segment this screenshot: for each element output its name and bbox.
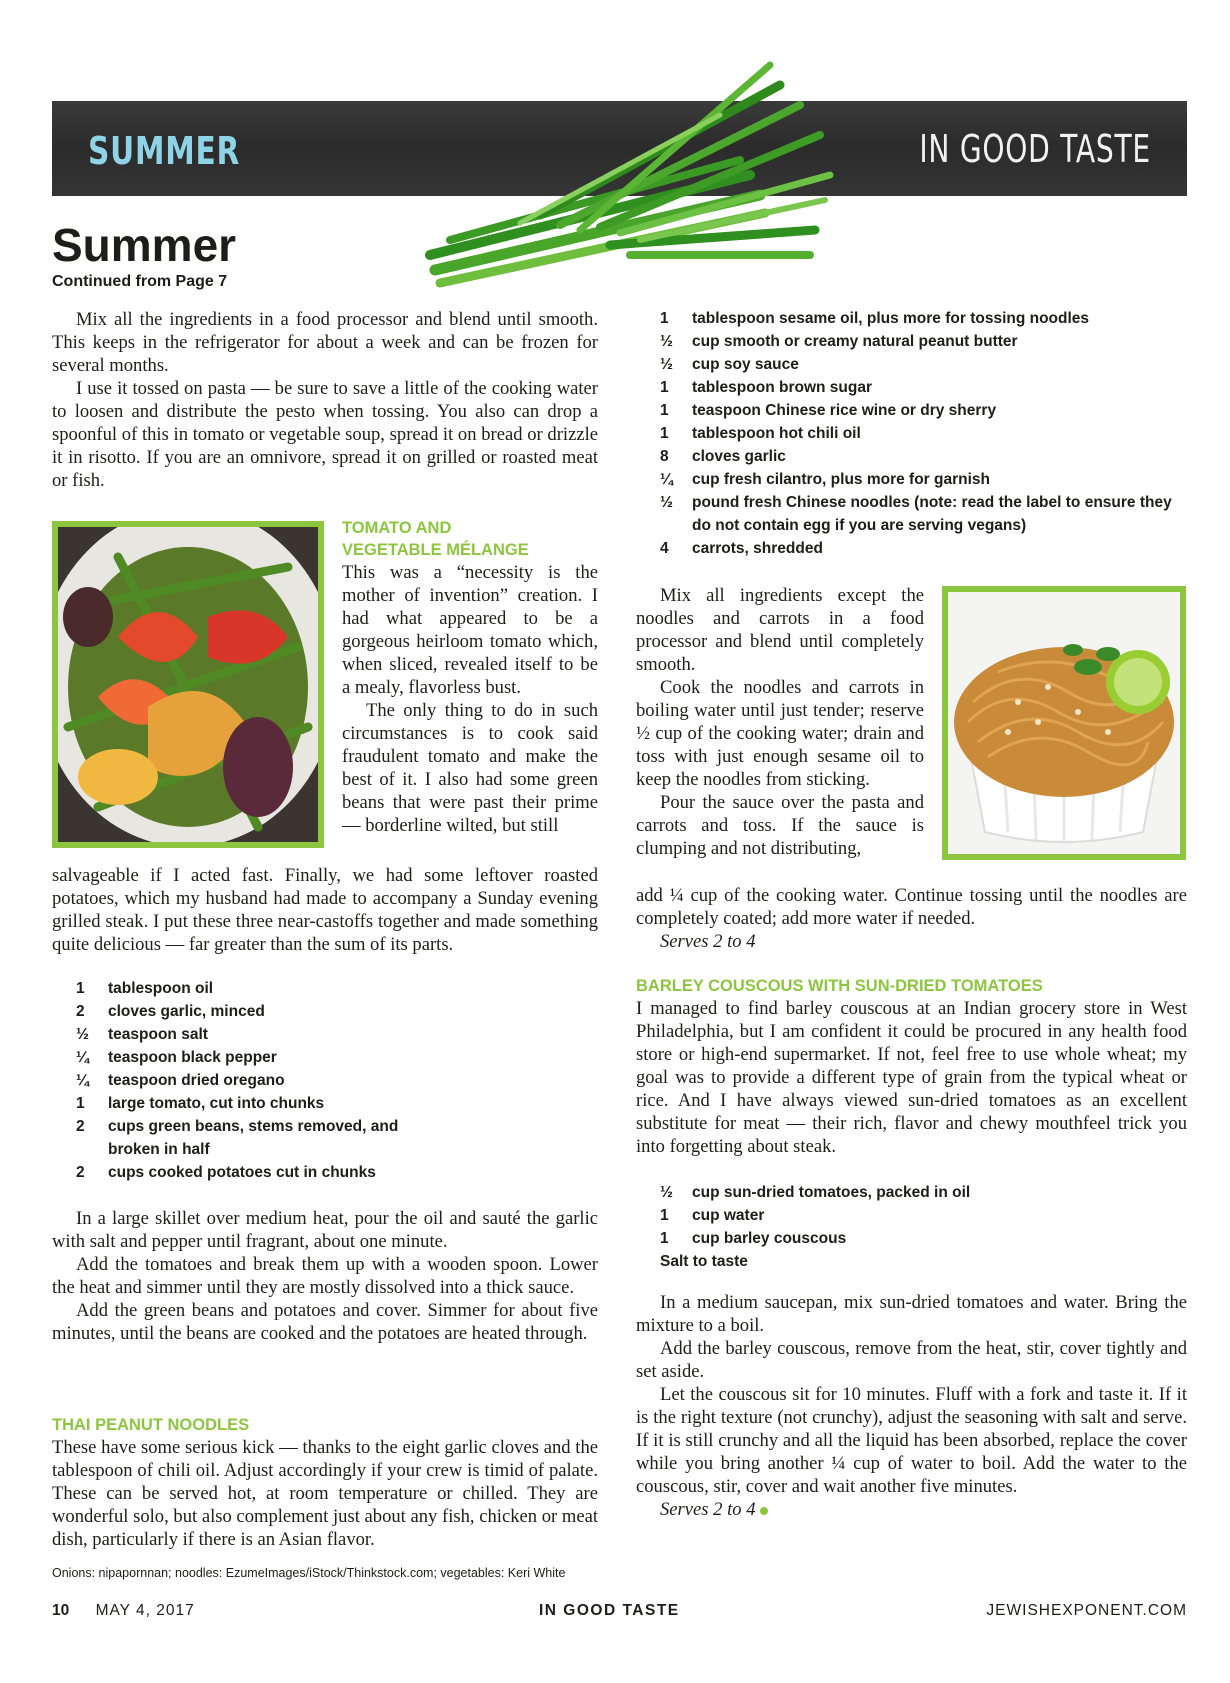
page-footer <box>52 1602 1187 1620</box>
tomato-ingredient-list <box>76 977 416 1184</box>
ingredient-item <box>76 1023 416 1046</box>
tomato-paragraph-2: The only thing to do in such circumstances is to cook said fraudulent tomato and make the best of it. I also had some green beans that were past their prime — borderline wilted, but still <box>342 700 598 836</box>
vegetable-photo <box>52 521 324 848</box>
ingredient-item <box>660 307 1187 330</box>
ingredient-qty: ½ <box>660 1184 673 1201</box>
barley-paragraph-1: I managed to find barley couscous at an Indian grocery store in West Philadelphia, but I am confident it could be procured in any health food store or high-end supermarket. If not, feel free to use whole wheat; my goal was to provide a different type of grain from the typical wheat or rice. And I have always viewed sun-dried tomatoes as an excellent substitute for meat — their rich, flavor and chewy mouthfeel trick you into forgetting about steak. <box>636 998 1187 1157</box>
ingredient-qty: ½ <box>76 1026 89 1043</box>
ingredient-qty: 1 <box>660 1207 669 1224</box>
ingredient-item <box>660 330 1187 353</box>
ingredient-qty: 1 <box>660 402 669 419</box>
ingredient-qty: 1 <box>660 425 669 442</box>
ingredient-item <box>660 376 1187 399</box>
barley-step-3: Let the couscous sit for 10 minutes. Fluff with a fork and taste it. If it is the right texture (not crunchy), adjust the seasoning with salt and serve. If it is still crunchy and all the liquid has been absorbed, replace the cover while you bring another ¼ cup of water to boil. Add the water to the couscous, stir, cover and wait another five minutes. <box>636 1384 1187 1497</box>
barley-steps <box>636 1291 1187 1521</box>
ingredient-item <box>76 1092 416 1115</box>
thai-ingredient-list <box>660 307 1187 560</box>
website-link[interactable]: JEWISHEXPONENT.COM <box>986 1602 1187 1619</box>
ingredient-item <box>76 1115 416 1161</box>
ingredient-text: teaspoon salt <box>108 1026 208 1043</box>
thai-step-3-continued: add ¼ cup of the cooking water. Continue tossing until the noodles are completely coated; add more water if needed. <box>636 885 1187 929</box>
ingredient-item <box>660 445 1187 468</box>
ingredient-text: pound fresh Chinese noodles (note: read the label to ensure they do not contain egg if you are serving vegans) <box>692 494 1172 534</box>
ingredient-text: cup barley couscous <box>692 1230 847 1247</box>
tomato-paragraph-1: This was a “necessity is the mother of invention” creation. I had what appeared to be a gorgeous heirloom tomato which, when sliced, revealed itself to be a mealy, flavorless bust. <box>342 562 598 698</box>
noodle-photo <box>942 586 1186 860</box>
ingredient-text: tablespoon oil <box>108 980 214 997</box>
section-name: IN GOOD TASTE <box>539 1602 680 1619</box>
ingredient-item <box>76 1069 416 1092</box>
tomato-step-1: In a large skillet over medium heat, pour the oil and sauté the garlic with salt and pepper until fragrant, about one minute. <box>52 1208 598 1252</box>
ingredient-item <box>660 1250 1080 1273</box>
thai-serves: Serves 2 to 4 <box>660 931 756 952</box>
ingredient-salt: Salt to taste <box>660 1253 748 1270</box>
ingredient-qty: 2 <box>76 1118 85 1135</box>
thai-step-3: Pour the sauce over the pasta and carrots and toss. If the sauce is clumping and not distributing, <box>636 792 924 859</box>
ingredient-qty: 1 <box>76 980 85 997</box>
banner-right-title: IN GOOD TASTE <box>919 127 1151 171</box>
ingredient-qty: 1 <box>660 379 669 396</box>
ingredient-item <box>76 1046 416 1069</box>
tomato-continued <box>52 864 598 956</box>
left-column <box>52 308 598 492</box>
ingredient-item <box>660 1204 1080 1227</box>
tomato-paragraph-2-continued: salvageable if I acted fast. Finally, we had some leftover roasted potatoes, which my husband had made to accompany a Sunday evening grilled steak. I put these three near-castoffs together and made something quite delicious — far greater than the sum of its parts. <box>52 865 598 955</box>
barley-heading: BARLEY COUSCOUS WITH SUN-DRIED TOMATOES <box>636 977 1043 995</box>
barley-step-1: In a medium saucepan, mix sun-dried tomatoes and water. Bring the mixture to a boil. <box>636 1292 1187 1336</box>
ingredient-qty: 1 <box>660 1230 669 1247</box>
photo-credit: Onions: nipapornnan; noodles: EzumeImages/iStock/Thinkstock.com; vegetables: Keri White <box>52 1566 566 1580</box>
ingredient-text: tablespoon sesame oil, plus more for tossing noodles <box>692 310 1090 327</box>
ingredient-item <box>660 1181 1080 1204</box>
ingredient-text: tablespoon hot chili oil <box>692 425 861 442</box>
ingredient-item <box>660 422 1187 445</box>
ingredient-text: teaspoon black pepper <box>108 1049 277 1066</box>
barley-intro <box>636 975 1187 1158</box>
page-number: 10 <box>52 1602 70 1619</box>
tomato-heading-1: TOMATO AND <box>342 519 452 537</box>
ingredient-qty: 1 <box>660 310 669 327</box>
ingredient-text: cup soy sauce <box>692 356 799 373</box>
ingredient-item <box>660 468 1187 491</box>
thai-intro <box>52 1414 598 1551</box>
ingredient-text: cup fresh cilantro, plus more for garnish <box>692 471 990 488</box>
ingredient-qty: ½ <box>660 356 673 373</box>
thai-step-2: Cook the noodles and carrots in boiling water until just tender; reserve ½ cup of the cooking water; drain and toss with just enough sesame oil to keep the noodles from sticking. <box>636 677 924 790</box>
ingredient-text: large tomato, cut into chunks <box>108 1095 325 1112</box>
tomato-heading-2: VEGETABLE MÉLANGE <box>342 541 529 559</box>
ingredient-text: cups green beans, stems removed, and broken in half <box>108 1118 399 1158</box>
ingredient-text: teaspoon Chinese rice wine or dry sherry <box>692 402 997 419</box>
ingredient-text: cloves garlic, minced <box>108 1003 265 1020</box>
banner-left-title: SUMMER <box>88 129 241 173</box>
ingredient-text: tablespoon brown sugar <box>692 379 872 396</box>
ingredient-text: cups cooked potatoes cut in chunks <box>108 1164 376 1181</box>
ingredient-item <box>660 399 1187 422</box>
tomato-step-2: Add the tomatoes and break them up with a wooden spoon. Lower the heat and simmer until they are mostly dissolved into a thick sauce. <box>52 1254 598 1298</box>
ingredient-item <box>660 491 1187 537</box>
barley-serves: Serves 2 to 4 <box>660 1499 756 1520</box>
ingredient-text: cup smooth or creamy natural peanut butter <box>692 333 1018 350</box>
ingredient-qty: 2 <box>76 1003 85 1020</box>
intro-paragraph-2: I use it tossed on pasta — be sure to save a little of the cooking water to loosen and distribute the pesto when tossing. You also can drop a spoonful of this in tomato or vegetable soup, spread it on bread or drizzle it in risotto. If you are an omnivore, spread it on grilled or roasted meat or fish. <box>52 378 598 491</box>
barley-serves-line <box>636 1498 1187 1521</box>
ingredient-text: teaspoon dried oregano <box>108 1072 285 1089</box>
ingredient-qty: ¼ <box>76 1072 89 1089</box>
ingredient-text: carrots, shredded <box>692 540 823 557</box>
tomato-step-3: Add the green beans and potatoes and cover. Simmer for about five minutes, until the beans are cooked and the potatoes are heated through. <box>52 1300 598 1344</box>
ingredient-text: cup sun-dried tomatoes, packed in oil <box>692 1184 971 1201</box>
page-title: Summer <box>52 219 237 271</box>
ingredient-item <box>76 977 416 1000</box>
tomato-steps <box>52 1207 598 1345</box>
ingredient-text: cup water <box>692 1207 765 1224</box>
issue-date: MAY 4, 2017 <box>95 1602 195 1619</box>
thai-heading: THAI PEANUT NOODLES <box>52 1416 250 1434</box>
intro-paragraph-1: Mix all the ingredients in a food processor and blend until smooth. This keeps in the refrigerator for about a week and can be frozen for several months. <box>52 309 598 376</box>
barley-ingredient-list <box>660 1181 1080 1273</box>
barley-step-2: Add the barley couscous, remove from the heat, stir, cover tightly and set aside. <box>636 1338 1187 1382</box>
ingredient-item <box>660 353 1187 376</box>
green-onion-illustration <box>420 55 840 295</box>
continued-note: Continued from Page 7 <box>52 273 228 290</box>
ingredient-item <box>660 537 1187 560</box>
thai-paragraph-1: These have some serious kick — thanks to the eight garlic cloves and the tablespoon of chili oil. Adjust accordingly if your crew is timid of palate. These can be served hot, at room temperature or chilled. They are wonderful solo, but also complement just about any fish, chicken or meat dish, particularly if there is an Asian flavor. <box>52 1437 598 1550</box>
thai-step-1: Mix all ingredients except the noodles and carrots in a food processor and blend until completely smooth. <box>636 585 924 675</box>
ingredient-item <box>660 1227 1080 1250</box>
ingredient-qty: 1 <box>76 1095 85 1112</box>
ingredient-qty: ¼ <box>660 471 673 488</box>
ingredient-qty: 4 <box>660 540 669 557</box>
tomato-section <box>342 517 598 837</box>
ingredient-item <box>76 1161 416 1184</box>
thai-steps <box>636 584 924 860</box>
ingredient-text: cloves garlic <box>692 448 786 465</box>
ingredient-qty: 2 <box>76 1164 85 1181</box>
ingredient-item <box>76 1000 416 1023</box>
thai-steps-continued <box>636 884 1187 953</box>
ingredient-qty: ¼ <box>76 1049 89 1066</box>
ingredient-qty: ½ <box>660 494 673 511</box>
ingredient-qty: ½ <box>660 333 673 350</box>
ingredient-qty: 8 <box>660 448 669 465</box>
bullet-dot-icon <box>760 1507 768 1515</box>
